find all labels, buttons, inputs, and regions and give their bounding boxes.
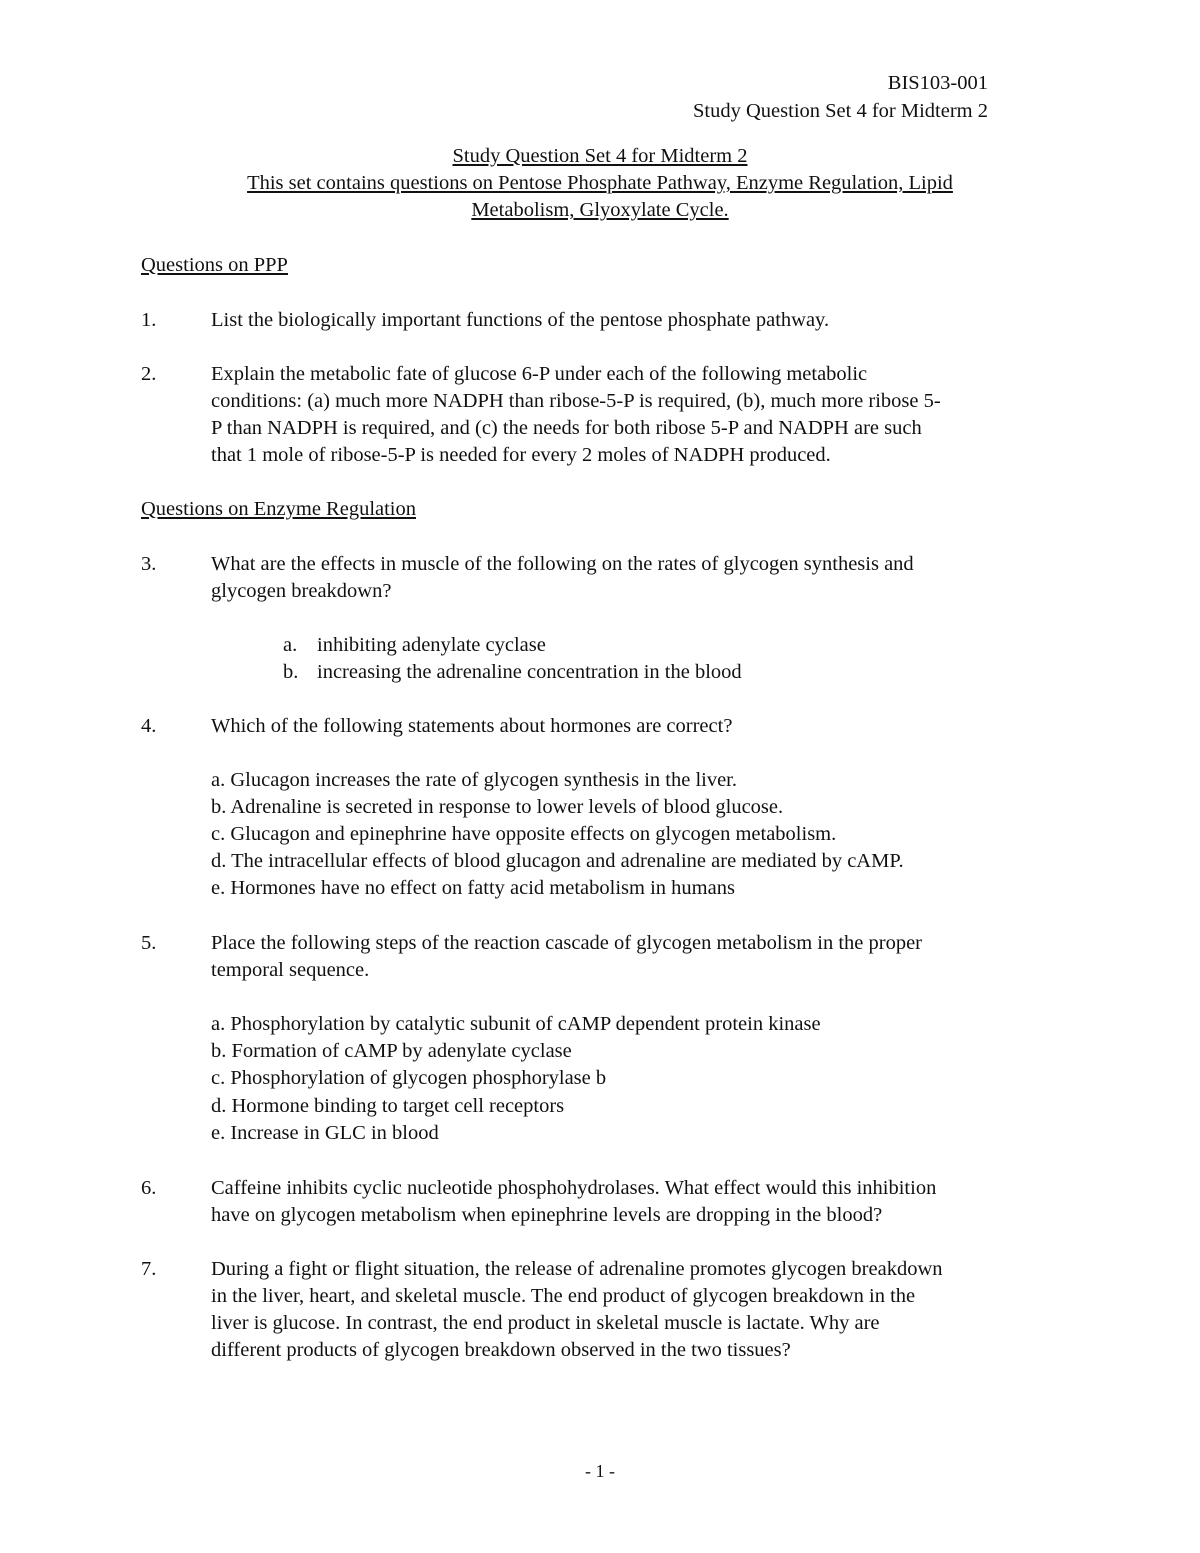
- question-text: Which of the following statements about hormones are correct?: [211, 715, 733, 737]
- header-course: BIS103-001: [887, 72, 988, 94]
- title-line-3: Metabolism, Glyoxylate Cycle.: [471, 199, 729, 221]
- option-item: b. Formation of cAMP by adenylate cyclase: [211, 1040, 572, 1062]
- question-number: 6.: [141, 1177, 157, 1199]
- section-heading-enzyme: Questions on Enzyme Regulation: [141, 498, 416, 520]
- question-text: conditions: (a) much more NADPH than ribose-5-P is required, (b), much more ribose 5-: [211, 390, 941, 412]
- option-item: c. Glucagon and epinephrine have opposite effects on glycogen metabolism.: [211, 823, 837, 845]
- option-item: c. Phosphorylation of glycogen phosphorylase b: [211, 1067, 607, 1089]
- question-number: 3.: [141, 553, 157, 575]
- question-text: temporal sequence.: [211, 959, 370, 981]
- question-text: List the biologically important functions of the pentose phosphate pathway.: [211, 309, 830, 331]
- header-subtitle: Study Question Set 4 for Midterm 2: [693, 100, 988, 122]
- sub-item-text: inhibiting adenylate cyclase: [317, 634, 546, 656]
- option-item: e. Hormones have no effect on fatty acid metabolism in humans: [211, 877, 735, 899]
- question-text: in the liver, heart, and skeletal muscle. The end product of glycogen breakdown in the: [211, 1285, 916, 1307]
- option-item: d. Hormone binding to target cell receptors: [211, 1095, 565, 1117]
- question-text: that 1 mole of ribose-5-P is needed for every 2 moles of NADPH produced.: [211, 444, 831, 466]
- question-text: glycogen breakdown?: [211, 580, 392, 602]
- option-item: d. The intracellular effects of blood glucagon and adrenaline are mediated by cAMP.: [211, 850, 904, 872]
- question-text: What are the effects in muscle of the following on the rates of glycogen synthesis and: [211, 553, 914, 575]
- question-text: Caffeine inhibits cyclic nucleotide phosphohydrolases. What effect would this inhibition: [211, 1177, 937, 1199]
- sub-item-letter: b.: [283, 661, 299, 683]
- section-heading-ppp: Questions on PPP: [141, 254, 288, 276]
- title-line-2: This set contains questions on Pentose Phosphate Pathway, Enzyme Regulation, Lipid: [247, 172, 953, 194]
- question-text: different products of glycogen breakdown observed in the two tissues?: [211, 1339, 791, 1361]
- question-number: 5.: [141, 932, 157, 954]
- option-item: b. Adrenaline is secreted in response to lower levels of blood glucose.: [211, 796, 784, 818]
- question-text: Place the following steps of the reaction cascade of glycogen metabolism in the proper: [211, 932, 923, 954]
- title-line-1: Study Question Set 4 for Midterm 2: [452, 145, 748, 167]
- question-text: Explain the metabolic fate of glucose 6-P under each of the following metabolic: [211, 363, 868, 385]
- question-number: 7.: [141, 1258, 157, 1280]
- question-text: have on glycogen metabolism when epinephrine levels are dropping in the blood?: [211, 1204, 883, 1226]
- question-number: 1.: [141, 309, 157, 331]
- option-item: e. Increase in GLC in blood: [211, 1122, 439, 1144]
- question-text: During a fight or flight situation, the release of adrenaline promotes glycogen breakdown: [211, 1258, 943, 1280]
- question-text: P than NADPH is required, and (c) the needs for both ribose 5-P and NADPH are such: [211, 417, 922, 439]
- page-number: - 1 -: [585, 1461, 615, 1481]
- question-number: 2.: [141, 363, 157, 385]
- sub-item-text: increasing the adrenaline concentration in the blood: [317, 661, 742, 683]
- option-item: a. Glucagon increases the rate of glycogen synthesis in the liver.: [211, 769, 738, 791]
- question-text: liver is glucose. In contrast, the end product in skeletal muscle is lactate. Why are: [211, 1312, 880, 1334]
- sub-item-letter: a.: [283, 634, 298, 656]
- question-number: 4.: [141, 715, 157, 737]
- option-item: a. Phosphorylation by catalytic subunit of cAMP dependent protein kinase: [211, 1013, 821, 1035]
